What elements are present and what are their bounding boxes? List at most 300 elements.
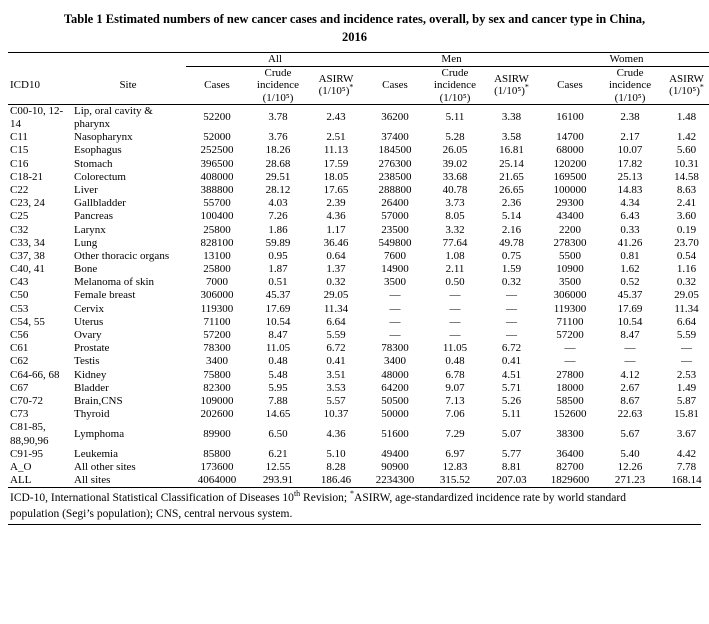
cell-men-asirw: 0.41 — [501, 355, 522, 368]
cell-women-asirw: 5.87 — [676, 394, 697, 407]
cell-all-cases: 202600 — [200, 408, 234, 421]
cell-all-crude: 6.21 — [268, 447, 288, 460]
cell-men-asirw: 1.59 — [501, 263, 522, 276]
footnote-line2: population (Segi’s population); CNS, central nervous system. — [10, 507, 293, 520]
cell-all-crude: 293.91 — [262, 474, 294, 487]
cell-icd10: C25 — [10, 210, 29, 223]
table-row — [8, 342, 709, 355]
cell-all-cases: 25800 — [203, 223, 231, 236]
cell-icd10: C37, 38 — [10, 249, 45, 262]
cell-men-cases: 238500 — [378, 170, 412, 183]
cell-all-cases: 71100 — [203, 315, 231, 328]
table-row — [8, 171, 709, 184]
cell-men-asirw: 6.72 — [501, 342, 522, 355]
crude-line1: Crude — [441, 66, 469, 79]
cell-men-crude: — — [449, 289, 461, 302]
cell-men-asirw: — — [506, 329, 517, 342]
cell-women-asirw: 6.64 — [676, 315, 697, 328]
cell-men-crude: 1.08 — [445, 249, 465, 262]
cell-men-cases: 2234300 — [375, 474, 415, 487]
column-header-all-asirw — [308, 66, 364, 104]
cell-women-crude: 8.67 — [620, 394, 640, 407]
cell-women-crude: 10.07 — [617, 144, 643, 157]
cell-women-cases: 120200 — [553, 157, 587, 170]
cell-site: Liver — [74, 183, 98, 196]
cell-all-cases: 52000 — [203, 131, 231, 144]
cell-men-asirw: 207.03 — [496, 474, 527, 487]
cell-women-crude: 2.38 — [620, 111, 640, 124]
cell-all-asirw: 186.46 — [320, 474, 352, 487]
cell-women-crude: 0.81 — [620, 249, 640, 262]
table-row — [8, 461, 709, 474]
cell-men-cases: 26400 — [381, 197, 409, 210]
cell-men-crude: 26.05 — [442, 144, 468, 157]
cell-men-cases: 549800 — [378, 236, 412, 249]
cell-men-cases: 50500 — [381, 394, 409, 407]
cell-women-cases: 57200 — [556, 329, 584, 342]
cell-all-asirw: 1.17 — [326, 223, 346, 236]
cell-icd10: C54, 55 — [10, 315, 45, 328]
cell-women-crude: 14.83 — [617, 183, 643, 196]
cell-all-asirw: 2.51 — [326, 131, 346, 144]
table-row — [8, 144, 709, 157]
footnote-asterisk: * — [350, 489, 355, 499]
cell-all-cases: 4064000 — [197, 474, 237, 487]
cell-site: Kidney — [74, 368, 107, 381]
cell-women-cases: 18000 — [556, 381, 584, 394]
cell-all-crude: 29.51 — [265, 170, 291, 183]
table-row — [8, 316, 709, 329]
table-row — [8, 395, 709, 408]
cell-men-crude: 11.05 — [442, 342, 468, 355]
cell-all-cases: 173600 — [200, 460, 234, 473]
table-row — [8, 224, 709, 237]
cell-women-cases: 71100 — [556, 315, 584, 328]
cell-women-cases: 29300 — [556, 197, 584, 210]
asirw-asterisk: * — [349, 82, 354, 92]
cell-all-crude: 3.76 — [268, 131, 288, 144]
cell-women-cases: 2200 — [559, 223, 582, 236]
cell-women-cases: 58500 — [556, 394, 584, 407]
footnote-line1-b: Revision; — [300, 492, 351, 505]
cell-men-cases: 51600 — [381, 427, 409, 440]
cell-men-cases: 184500 — [378, 144, 412, 157]
cell-icd10: C18-21 — [10, 170, 43, 183]
cell-icd10: C11 — [10, 131, 28, 144]
cell-all-crude: 7.88 — [268, 394, 288, 407]
cell-women-cases: 169500 — [553, 170, 587, 183]
cell-all-cases: 85800 — [203, 447, 231, 460]
cell-men-cases: 7600 — [384, 249, 406, 262]
cell-men-crude: 7.06 — [445, 408, 465, 421]
cell-all-cases: 100400 — [200, 210, 234, 223]
table-row — [8, 131, 709, 144]
table-body — [8, 104, 709, 487]
cell-all-asirw: 11.34 — [323, 302, 349, 315]
cell-women-cases: 1829600 — [550, 474, 590, 487]
cell-women-asirw: — — [681, 342, 693, 355]
cell-women-crude: 17.69 — [617, 302, 643, 315]
cell-all-asirw: 6.72 — [326, 342, 346, 355]
cell-women-crude: 5.67 — [620, 427, 640, 440]
cell-men-crude: 6.78 — [445, 368, 465, 381]
cell-men-asirw: 3.58 — [501, 131, 522, 144]
column-header-men-asirw — [484, 66, 539, 104]
table-row — [8, 263, 709, 276]
cell-women-crude: 0.33 — [620, 223, 640, 236]
cell-men-cases: 49400 — [381, 447, 409, 460]
cell-all-asirw: 5.10 — [326, 447, 346, 460]
cell-women-cases: 306000 — [553, 289, 587, 302]
cell-men-cases: 90900 — [381, 460, 409, 473]
cell-men-crude: 6.97 — [445, 447, 465, 460]
cell-men-asirw: 2.36 — [501, 197, 522, 210]
cell-women-crude: 4.34 — [620, 197, 640, 210]
cell-men-asirw: 5.71 — [501, 381, 522, 394]
cell-women-cases: 5500 — [559, 249, 582, 262]
cell-men-crude: 33.68 — [442, 170, 468, 183]
cell-icd10: C00-10, 12-14 — [10, 104, 64, 131]
cell-men-crude: 12.83 — [442, 460, 468, 473]
cell-all-cases: 119300 — [200, 302, 234, 315]
cell-women-crude: 25.13 — [617, 170, 643, 183]
cell-all-crude: 1.86 — [268, 223, 288, 236]
cell-all-cases: 388800 — [200, 183, 234, 196]
cell-site: Lymphoma — [74, 427, 125, 440]
cell-men-asirw: 21.65 — [499, 170, 524, 183]
cell-men-asirw: 4.51 — [501, 368, 522, 381]
table-row — [8, 303, 709, 316]
table-title: Table 1 Estimated numbers of new cancer cases and incidence rates, overall, by sex and cancer type in China, 2016 — [63, 12, 646, 45]
cell-women-crude: 5.40 — [620, 447, 640, 460]
cell-all-cases: 25800 — [203, 263, 231, 276]
cell-site: Lip, oral cavity & pharynx — [74, 104, 153, 131]
cell-all-asirw: 1.37 — [326, 263, 346, 276]
cell-women-asirw: 11.34 — [674, 302, 699, 315]
cell-all-asirw: 29.05 — [323, 289, 349, 302]
cell-women-asirw: 2.41 — [676, 197, 697, 210]
cell-women-cases: 152600 — [553, 408, 587, 421]
cell-all-asirw: 6.64 — [326, 315, 346, 328]
cell-men-asirw: 5.14 — [501, 210, 522, 223]
table-row — [8, 382, 709, 395]
cell-all-cases: 52200 — [203, 111, 231, 124]
cell-women-cases: 43400 — [556, 210, 584, 223]
footnote-line1-c: ASIRW, age-standardized incidence rate by world standard — [354, 492, 626, 505]
cell-men-asirw: — — [506, 289, 517, 302]
cell-icd10: C61 — [10, 342, 29, 355]
cell-all-asirw: 11.13 — [323, 144, 349, 157]
asirw-line2: (1/10⁵) — [669, 85, 700, 98]
cell-women-crude: 10.54 — [617, 315, 643, 328]
crude-line2: incidence — [433, 79, 477, 92]
cell-site: Thyroid — [74, 408, 110, 421]
cell-icd10: C40, 41 — [10, 263, 45, 276]
cell-all-cases: 3400 — [206, 355, 228, 368]
asirw-line1: ASIRW — [494, 73, 529, 86]
cell-men-crude: 39.02 — [442, 157, 468, 170]
column-header-row — [8, 66, 709, 104]
cell-women-asirw: 1.16 — [676, 263, 697, 276]
cell-women-asirw: 5.59 — [676, 329, 697, 342]
cell-men-crude: 2.11 — [445, 263, 465, 276]
cell-men-crude: 315.52 — [439, 474, 471, 487]
crude-line3: (1/10⁵) — [614, 91, 646, 104]
cell-women-cases: — — [564, 355, 576, 368]
table-row — [8, 289, 709, 302]
cell-men-crude: 7.13 — [445, 394, 465, 407]
cell-site: Prostate — [74, 342, 110, 355]
cell-men-asirw: 25.14 — [499, 157, 524, 170]
cell-all-crude: 17.69 — [265, 302, 291, 315]
cell-men-cases: — — [389, 315, 401, 328]
asirw-asterisk: * — [524, 82, 529, 92]
cell-icd10: C64-66, 68 — [10, 368, 60, 381]
cell-icd10: ALL — [10, 474, 32, 487]
table-row — [8, 474, 709, 487]
cell-men-cases: 50000 — [381, 408, 409, 421]
cell-all-cases: 408000 — [200, 170, 234, 183]
cell-icd10: C15 — [10, 144, 29, 157]
cell-men-crude: — — [449, 302, 461, 315]
cell-women-cases: 68000 — [556, 144, 584, 157]
cell-women-cases: 27800 — [556, 368, 584, 381]
cell-women-asirw: 168.14 — [671, 474, 702, 487]
crude-line1: Crude — [264, 66, 292, 79]
asirw-line1: ASIRW — [669, 73, 704, 86]
cancer-statistics-table — [8, 52, 709, 487]
table-row — [8, 104, 709, 131]
cell-icd10: C91-95 — [10, 447, 43, 460]
cell-all-asirw: 0.32 — [326, 276, 346, 289]
cell-site: Female breast — [74, 289, 136, 302]
cell-men-crude: 40.78 — [442, 183, 468, 196]
cell-women-cases: 119300 — [553, 302, 587, 315]
cell-all-crude: 4.03 — [268, 197, 288, 210]
cell-icd10: C81-85, 88,90,96 — [10, 421, 49, 447]
cell-all-crude: 1.87 — [268, 263, 288, 276]
cell-site: Stomach — [74, 157, 113, 170]
cell-icd10: C56 — [10, 329, 29, 342]
cell-all-asirw: 3.51 — [326, 368, 346, 381]
cell-men-asirw: 16.81 — [499, 144, 524, 157]
cell-all-crude: 7.26 — [268, 210, 288, 223]
cell-site: Melanoma of skin — [74, 276, 155, 289]
cell-all-asirw: 4.36 — [326, 427, 346, 440]
cell-men-asirw: 2.16 — [501, 223, 522, 236]
cell-site: Larynx — [74, 223, 106, 236]
cell-all-crude: 0.48 — [268, 355, 288, 368]
cell-site: Bladder — [74, 381, 109, 394]
group-header-men: Men — [364, 53, 539, 67]
cell-all-asirw: 2.39 — [326, 197, 346, 210]
column-header-women-cases: Cases — [539, 66, 601, 104]
cell-all-asirw: 5.57 — [326, 394, 346, 407]
crude-line2: incidence — [256, 79, 300, 92]
cell-men-crude: 7.29 — [445, 427, 465, 440]
crude-line2: incidence — [608, 79, 652, 92]
cell-men-cases: 23500 — [381, 223, 409, 236]
cell-all-cases: 396500 — [200, 157, 234, 170]
cell-men-asirw: 8.81 — [501, 460, 522, 473]
table-row — [8, 197, 709, 210]
cell-men-crude: 3.32 — [445, 223, 465, 236]
cell-women-asirw: 0.19 — [676, 223, 697, 236]
cell-icd10: C70-72 — [10, 394, 43, 407]
footnote-ordinal: th — [293, 489, 301, 499]
cell-site: Gallbladder — [74, 197, 126, 210]
cell-all-crude: 0.51 — [268, 276, 288, 289]
cell-site: Esophagus — [74, 144, 122, 157]
table-row — [8, 276, 709, 289]
table-row — [8, 369, 709, 382]
cell-men-asirw: 49.78 — [499, 236, 524, 249]
cell-all-crude: 11.05 — [265, 342, 291, 355]
cell-all-cases: 55700 — [203, 197, 231, 210]
cell-icd10: C16 — [10, 157, 29, 170]
cell-men-cases: 3400 — [384, 355, 406, 368]
cell-all-asirw: 0.41 — [326, 355, 346, 368]
cell-women-cases: 3500 — [559, 276, 582, 289]
cell-all-crude: 14.65 — [265, 408, 291, 421]
asirw-line2: (1/10⁵) — [494, 85, 525, 98]
cell-all-asirw: 4.36 — [326, 210, 346, 223]
column-header-women-crude — [601, 66, 659, 104]
cell-men-crude: — — [449, 329, 461, 342]
cell-men-crude: 8.05 — [445, 210, 465, 223]
cell-all-crude: 45.37 — [265, 289, 291, 302]
cell-site: Ovary — [74, 329, 102, 342]
cell-women-crude: 22.63 — [617, 408, 643, 421]
cell-men-cases: 57000 — [381, 210, 409, 223]
cell-icd10: A_O — [10, 460, 32, 473]
cell-all-asirw: 0.64 — [326, 249, 346, 262]
cell-women-asirw: 29.05 — [674, 289, 699, 302]
cell-women-cases: — — [564, 342, 576, 355]
cell-all-crude: 0.95 — [268, 249, 288, 262]
crude-line3: (1/10⁵) — [439, 91, 471, 104]
group-header-women: Women — [539, 53, 709, 67]
cell-men-asirw: 5.77 — [501, 447, 522, 460]
cell-women-asirw: 4.42 — [676, 447, 697, 460]
cell-site: Other thoracic organs — [74, 249, 170, 262]
cell-all-crude: 12.55 — [265, 460, 291, 473]
cell-all-cases: 82300 — [203, 381, 231, 394]
group-header-all: All — [186, 53, 364, 67]
cell-women-cases: 10900 — [556, 263, 584, 276]
cell-site: Leukemia — [74, 447, 118, 460]
cell-women-cases: 100000 — [553, 183, 587, 196]
cell-women-asirw: 15.81 — [674, 408, 699, 421]
group-header-row — [8, 53, 709, 67]
cell-site: Lung — [74, 236, 98, 249]
cell-men-crude: 0.48 — [445, 355, 465, 368]
cell-site: Cervix — [74, 302, 104, 315]
cell-all-crude: 59.89 — [265, 236, 291, 249]
cell-women-crude: 6.43 — [620, 210, 640, 223]
column-header-men-cases: Cases — [364, 66, 426, 104]
cell-all-asirw: 3.53 — [326, 381, 346, 394]
column-header-women-asirw — [659, 66, 709, 104]
crude-line3: (1/10⁵) — [262, 91, 294, 104]
cell-all-asirw: 17.59 — [323, 157, 349, 170]
cell-icd10: C73 — [10, 408, 29, 421]
table-row — [8, 329, 709, 342]
footnote-line1-a: ICD-10, International Statistical Classification of Diseases 10 — [10, 492, 294, 505]
cell-women-crude: 271.23 — [614, 474, 646, 487]
cell-men-cases: 14900 — [381, 263, 409, 276]
cell-women-cases: 16100 — [556, 111, 584, 124]
cell-women-asirw: 10.31 — [674, 157, 699, 170]
cell-men-crude: 3.73 — [445, 197, 465, 210]
cell-men-cases: — — [389, 289, 401, 302]
cell-women-crude: 4.12 — [620, 368, 640, 381]
cell-site: Colorectum — [74, 170, 126, 183]
cell-all-crude: 5.48 — [268, 368, 288, 381]
cell-icd10: C53 — [10, 302, 29, 315]
cell-all-crude: 3.78 — [268, 111, 288, 124]
cell-all-crude: 10.54 — [265, 315, 291, 328]
cell-women-crude: 1.62 — [620, 263, 640, 276]
crude-line1: Crude — [616, 66, 644, 79]
cell-all-asirw: 36.46 — [323, 236, 349, 249]
cell-women-crude: 17.82 — [617, 157, 643, 170]
cell-women-asirw: 7.78 — [676, 460, 697, 473]
cell-all-cases: 828100 — [200, 236, 234, 249]
cell-men-cases: 276300 — [378, 157, 412, 170]
cell-all-crude: 18.26 — [265, 144, 291, 157]
table-row — [8, 210, 709, 223]
cell-men-cases: 78300 — [381, 342, 409, 355]
cell-icd10: C67 — [10, 381, 29, 394]
cell-men-crude: 9.07 — [445, 381, 465, 394]
cell-men-cases: 3500 — [384, 276, 406, 289]
column-header-men-crude — [426, 66, 484, 104]
cell-men-cases: 48000 — [381, 368, 409, 381]
cell-women-cases: 36400 — [556, 447, 584, 460]
cell-icd10: C33, 34 — [10, 236, 45, 249]
cell-site: All sites — [74, 474, 111, 487]
cell-women-asirw: 5.60 — [676, 144, 697, 157]
cell-site: Nasopharynx — [74, 131, 133, 144]
cell-women-crude: 2.17 — [620, 131, 640, 144]
cell-men-cases: 36200 — [381, 111, 409, 124]
cell-men-crude: 5.11 — [445, 111, 465, 124]
cell-icd10: C50 — [10, 289, 29, 302]
cell-men-cases: 37400 — [381, 131, 409, 144]
column-header-icd10: ICD10 — [8, 66, 70, 104]
cell-women-crude: 45.37 — [617, 289, 643, 302]
cell-women-cases: 14700 — [556, 131, 584, 144]
cell-all-crude: 8.47 — [268, 329, 288, 342]
cell-men-crude: 77.64 — [442, 236, 468, 249]
cell-women-crude: 0.52 — [620, 276, 640, 289]
cell-all-crude: 6.50 — [268, 427, 288, 440]
cell-women-asirw: 1.48 — [676, 111, 697, 124]
cell-all-crude: 28.12 — [265, 183, 291, 196]
cell-men-cases: 288800 — [378, 183, 412, 196]
cell-women-asirw: — — [681, 355, 693, 368]
cell-all-asirw: 8.28 — [326, 460, 346, 473]
cell-women-crude: — — [624, 355, 636, 368]
column-header-all-cases: Cases — [186, 66, 248, 104]
cell-site: All other sites — [74, 460, 136, 473]
cell-all-cases: 306000 — [200, 289, 234, 302]
cell-men-asirw: 0.75 — [501, 249, 522, 262]
column-header-all-crude — [248, 66, 308, 104]
cell-men-crude: — — [449, 315, 461, 328]
spacer-cell-site — [70, 53, 186, 67]
